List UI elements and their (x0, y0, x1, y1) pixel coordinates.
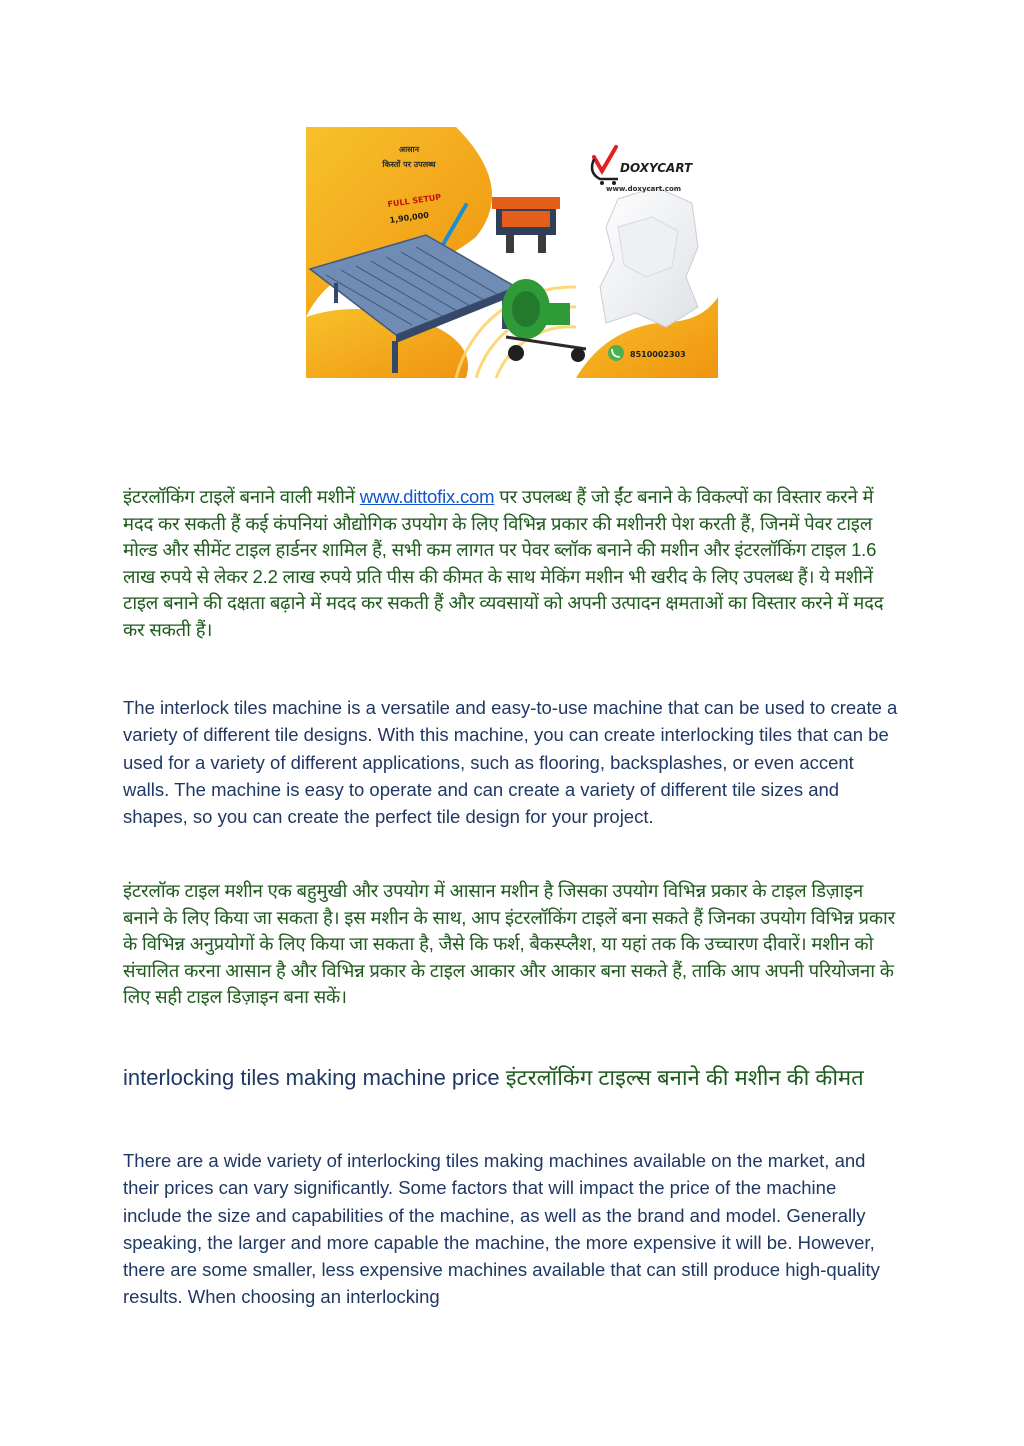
brand-url: www.doxycart.com (606, 185, 682, 193)
offer-line2: किस्तों पर उपलब्ध (382, 160, 436, 169)
phone-number: 8510002303 (630, 350, 686, 359)
setup-label: FULL SETUP (387, 192, 442, 209)
offer-line1: आसान (398, 145, 420, 154)
para1-text-after: पर उपलब्ध हैं जो ईंट बनाने के विकल्पों का विस्तार करने में मदद कर सकती हैं कई कंपनियां औद्योगिक उपयोग के लिए विभिन्न प्रकार की मशीनरी पेश करती हैं, जिनमें पेवर टाइल मोल्ड और सीमेंट टाइल हार्डनर शामिल हैं, सभी कम लागत पर पेवर ब्लॉक बनाने की मशीन और इंटरलॉकिंग टाइल 1.6 लाख रुपये से लेकर 2.2 लाख रुपये प्रति पीस की कीमत के साथ मेकिंग मशीन भी खरीद के लिए उपलब्ध हैं। ये मशीनें टाइल बनाने की दक्षता बढ़ाने में मदद कर सकती हैं और व्यवसायों को अपनी उत्पादन क्षमताओं का विस्तार करने में मदद कर सकती हैं। (123, 486, 884, 640)
phone-icon (608, 345, 624, 361)
product-banner (306, 127, 718, 378)
heading-hindi: इंटरलॉकिंग टाइल्स बनाने की मशीन की कीमत (505, 1065, 864, 1090)
paver-block-image (600, 187, 698, 327)
brand-name: DOXYCART (620, 161, 693, 175)
english-paragraph-2: There are a wide variety of interlocking tiles making machines available on the market, and their prices can vary significantly. Some factors that will impact the price of the machine include the size and capabilities of the machine, as well as the brand and model. Generally speaking, the larger and more capable the machine, the more expensive it will be. However, there are some smaller, less expensive machines available that can still produce high-quality results. When choosing an interlocking (123, 1150, 880, 1308)
hindi-paragraph-1 (123, 484, 898, 644)
heading-english: interlocking tiles making machine price (123, 1065, 506, 1090)
section-heading (123, 1063, 898, 1092)
dittofix-link[interactable]: www.dittofix.com (359, 486, 495, 507)
english-paragraph-1: The interlock tiles machine is a versatile and easy-to-use machine that can be used to create a variety of different tile designs. With this machine, you can create interlocking tiles that can be used for a variety of different applications, such as flooring, backsplashes, or even accent walls. The machine is easy to operate and can create a variety of different tile sizes and shapes, so you can create the perfect tile design for your project. (123, 697, 898, 828)
setup-price: 1,90,000 (389, 210, 430, 225)
para1-text-before: इंटरलॉकिंग टाइलें बनाने वाली मशीनें (123, 486, 360, 507)
hindi-paragraph-2: इंटरलॉक टाइल मशीन एक बहुमुखी और उपयोग में आसान मशीन है जिसका उपयोग विभिन्न प्रकार के टाइल डिज़ाइन बनाने के लिए किया जा सकता है। इस मशीन के साथ, आप इंटरलॉकिंग टाइलें बना सकते हैं जिनका उपयोग विभिन्न प्रकार के विभिन्न अनुप्रयोगों के लिए किया जा सकता है, जैसे कि फर्श, बैकस्प्लैश, या यहां तक कि उच्चारण दीवारें। मशीन को संचालित करना आसान है और विभिन्न प्रकार के टाइल आकार और आकार बना सकते हैं, ताकि आप अपनी परियोजना के लिए सही टाइल डिज़ाइन बना सकें। (123, 880, 896, 1008)
